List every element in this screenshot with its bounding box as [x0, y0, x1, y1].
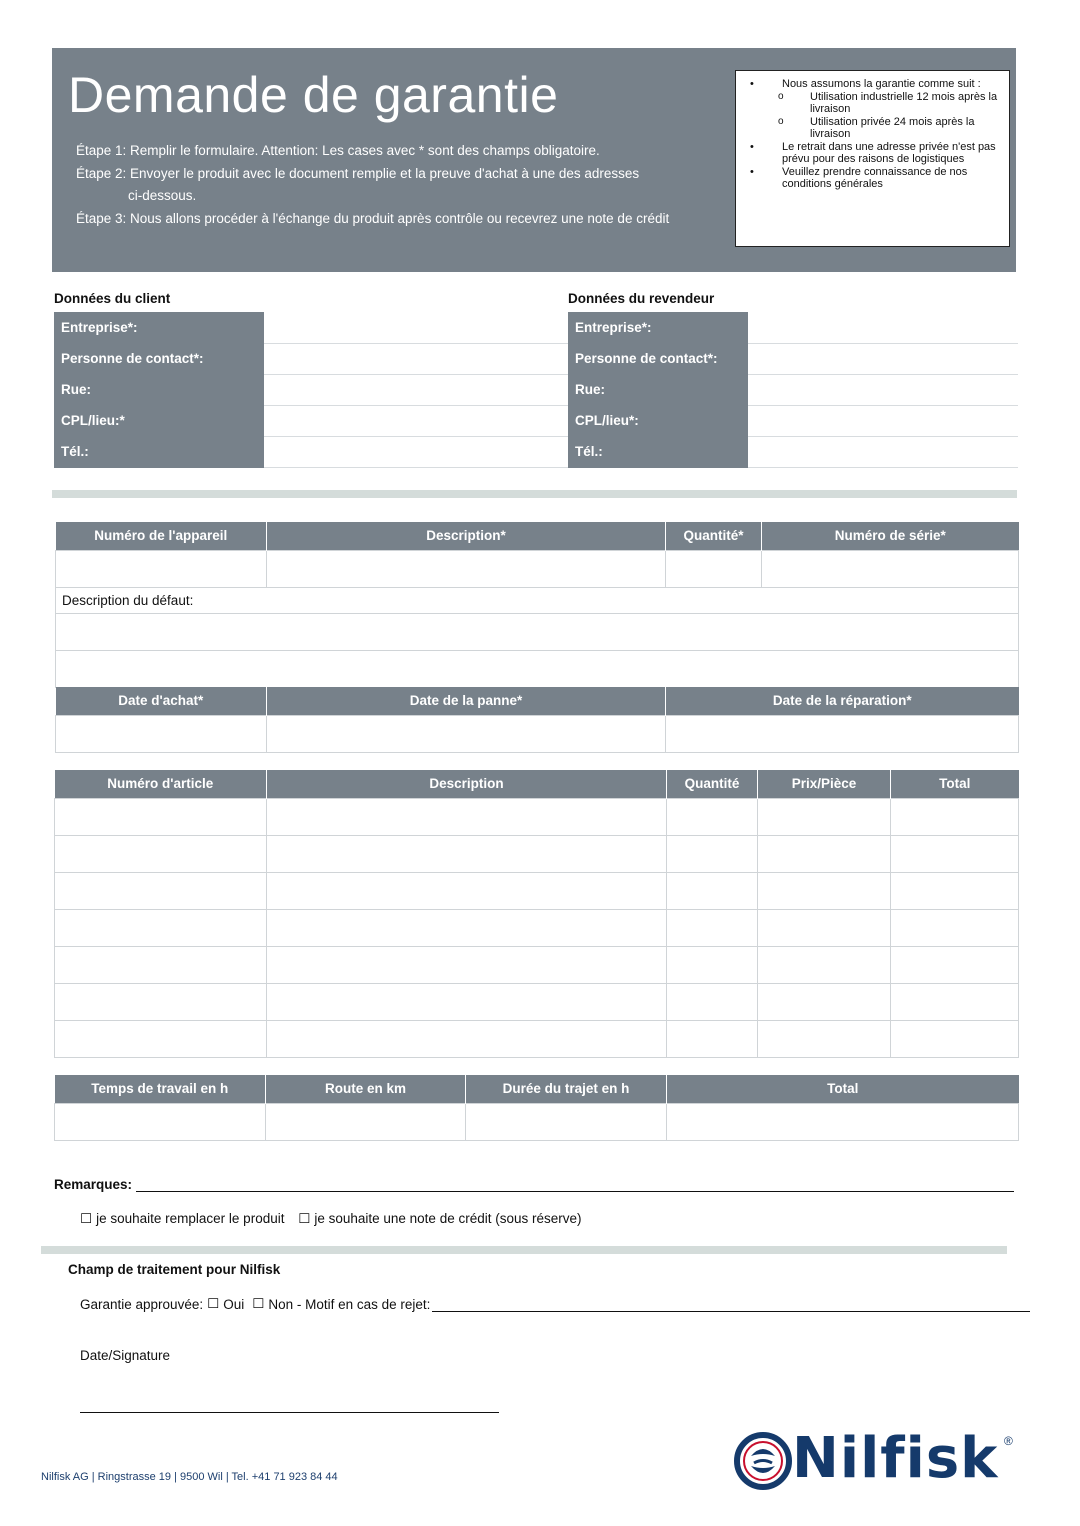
- device-quantity-input[interactable]: [666, 550, 762, 587]
- note-sub-bullet: o Utilisation privée 24 mois après la livraison: [778, 115, 975, 140]
- device-description-header: Description*: [267, 522, 666, 550]
- step-1: Étape 1: Remplir le formulaire. Attention: Les cases avec * sont des champs obligatoire.: [76, 143, 600, 158]
- route-km-header: Route en km: [266, 1075, 466, 1103]
- route-km-input[interactable]: [266, 1103, 466, 1140]
- article-description-header: Description: [267, 770, 667, 798]
- defect-description-input[interactable]: [56, 650, 1019, 687]
- article-unit-price-header: Prix/Pièce: [758, 770, 891, 798]
- no-checkbox[interactable]: ☐: [252, 1296, 265, 1311]
- travel-time-header: Durée du trajet en h: [466, 1075, 667, 1103]
- replace-checkbox[interactable]: ☐: [80, 1211, 93, 1226]
- article-number-input[interactable]: [55, 798, 267, 835]
- purchase-date-input[interactable]: [56, 715, 267, 752]
- article-total-input[interactable]: [891, 946, 1019, 983]
- note-sub-bullet: o Utilisation industrielle 12 mois après la livraison: [778, 90, 998, 115]
- article-quantity-input[interactable]: [667, 983, 758, 1020]
- nilfisk-emblem-icon: [734, 1432, 792, 1490]
- registered-mark: ®: [1004, 1434, 1013, 1448]
- section-separator: [41, 1246, 1007, 1254]
- defect-description-input[interactable]: [56, 613, 1019, 650]
- labour-total-header: Total: [667, 1075, 1019, 1103]
- table-row: [55, 983, 1019, 1020]
- article-number-input[interactable]: [55, 872, 267, 909]
- article-quantity-input[interactable]: [667, 946, 758, 983]
- table-row: [55, 909, 1019, 946]
- client-phone-label: Tél.:: [54, 436, 264, 467]
- article-quantity-header: Quantité: [667, 770, 758, 798]
- article-description-input[interactable]: [267, 983, 667, 1020]
- articles-table: [54, 770, 1019, 1058]
- article-quantity-input[interactable]: [667, 872, 758, 909]
- article-total-input[interactable]: [891, 872, 1019, 909]
- article-number-input[interactable]: [55, 835, 267, 872]
- client-section-title: Données du client: [54, 291, 171, 306]
- work-time-header: Temps de travail en h: [55, 1075, 266, 1103]
- article-description-input[interactable]: [267, 798, 667, 835]
- yes-label: Oui: [223, 1297, 245, 1312]
- dealer-data-table: [568, 312, 1018, 468]
- table-row: [55, 798, 1019, 835]
- work-time-input[interactable]: [55, 1103, 266, 1140]
- labour-total-input[interactable]: [667, 1103, 1019, 1140]
- article-number-input[interactable]: [55, 946, 267, 983]
- article-quantity-input[interactable]: [667, 909, 758, 946]
- credit-note-label: je souhaite une note de crédit (sous réserve): [314, 1211, 582, 1226]
- article-description-input[interactable]: [267, 946, 667, 983]
- article-total-input[interactable]: [891, 909, 1019, 946]
- note-bullet: • Veuillez prendre connaissance de nos conditions générales: [750, 165, 968, 190]
- dealer-zip-city-label: CPL/lieu*:: [568, 405, 748, 436]
- dealer-contact-label: Personne de contact*:: [568, 343, 748, 374]
- remarks-row: [54, 1177, 1014, 1192]
- failure-date-header: Date de la panne*: [267, 687, 666, 715]
- note-bullet: • Nous assumons la garantie comme suit :: [750, 78, 981, 90]
- approved-label: Garantie approuvée:: [80, 1297, 204, 1312]
- footer-address: Nilfisk AG | Ringstrasse 19 | 9500 Wil | Tel. +41 71 923 84 44: [41, 1471, 338, 1483]
- device-serial-header: Numéro de série*: [762, 522, 1019, 550]
- processing-section-title: Champ de traitement pour Nilfisk: [68, 1262, 281, 1277]
- article-number-header: Numéro d'article: [55, 770, 267, 798]
- repair-date-input[interactable]: [666, 715, 1019, 752]
- dates-table: [55, 687, 1019, 753]
- article-price-input[interactable]: [758, 835, 891, 872]
- client-zip-city-label: CPL/lieu:*: [54, 405, 264, 436]
- article-description-input[interactable]: [267, 835, 667, 872]
- remarks-label: Remarques:: [54, 1177, 133, 1192]
- repair-date-header: Date de la réparation*: [666, 687, 1019, 715]
- guarantee-note-box: [735, 70, 1010, 247]
- yes-checkbox[interactable]: ☐: [207, 1296, 220, 1311]
- article-description-input[interactable]: [267, 1020, 667, 1057]
- device-number-input[interactable]: [56, 550, 267, 587]
- dealer-phone-input[interactable]: [748, 436, 1018, 467]
- article-price-input[interactable]: [758, 946, 891, 983]
- device-serial-input[interactable]: [762, 550, 1019, 587]
- no-reason-label: Non - Motif en cas de rejet:: [268, 1297, 431, 1312]
- article-total-header: Total: [891, 770, 1019, 798]
- device-number-header: Numéro de l'appareil: [56, 522, 267, 550]
- page-title: Demande de garantie: [68, 67, 559, 123]
- section-separator: [52, 490, 1017, 498]
- article-description-input[interactable]: [267, 872, 667, 909]
- step-2-continued: ci-dessous.: [128, 188, 197, 203]
- article-price-input[interactable]: [758, 983, 891, 1020]
- client-contact-label: Personne de contact*:: [54, 343, 264, 374]
- device-description-input[interactable]: [267, 550, 666, 587]
- defect-description-label: Description du défaut:: [56, 587, 1019, 613]
- dealer-phone-label: Tél.:: [568, 436, 748, 467]
- date-signature-label: Date/Signature: [80, 1348, 171, 1363]
- article-price-input[interactable]: [758, 798, 891, 835]
- table-row: [55, 946, 1019, 983]
- article-number-input[interactable]: [55, 909, 267, 946]
- article-quantity-input[interactable]: [667, 835, 758, 872]
- nilfisk-wordmark: Nilfisk: [792, 1426, 999, 1491]
- dealer-street-input[interactable]: [748, 374, 1018, 405]
- client-street-label: Rue:: [54, 374, 264, 405]
- table-row: [55, 872, 1019, 909]
- nilfisk-logo: [734, 1426, 1019, 1491]
- article-total-input[interactable]: [891, 835, 1019, 872]
- signature-input-line[interactable]: [80, 1412, 499, 1413]
- dealer-street-label: Rue:: [568, 374, 748, 405]
- replace-product-label: je souhaite remplacer le produit: [96, 1211, 285, 1226]
- dealer-section-title: Données du revendeur: [568, 291, 715, 306]
- note-bullet: • Le retrait dans une adresse privée n'est pas prévu pour des raisons de logistiques: [750, 140, 996, 165]
- article-total-input[interactable]: [891, 1020, 1019, 1057]
- dealer-contact-input[interactable]: [748, 343, 1018, 374]
- article-price-input[interactable]: [758, 909, 891, 946]
- client-company-label: Entreprise*:: [54, 312, 264, 343]
- rejection-reason-input-line[interactable]: [432, 1298, 1030, 1312]
- remarks-input-line[interactable]: [136, 1178, 1014, 1192]
- device-table: [55, 522, 1019, 688]
- step-3: Étape 3: Nous allons procéder à l'échange du produit après contrôle ou recevrez une note de crédit: [76, 210, 670, 226]
- device-quantity-header: Quantité*: [666, 522, 762, 550]
- failure-date-input[interactable]: [267, 715, 666, 752]
- choice-row: [80, 1211, 592, 1227]
- dealer-company-input[interactable]: [748, 312, 1018, 343]
- article-price-input[interactable]: [758, 872, 891, 909]
- steps-list: [76, 140, 736, 230]
- table-row: [55, 1020, 1019, 1057]
- approval-row: [80, 1296, 1030, 1312]
- dealer-zip-city-input[interactable]: [748, 405, 1018, 436]
- article-quantity-input[interactable]: [667, 798, 758, 835]
- credit-checkbox[interactable]: ☐: [298, 1211, 311, 1226]
- article-number-input[interactable]: [55, 1020, 267, 1057]
- article-total-input[interactable]: [891, 798, 1019, 835]
- step-2: Étape 2: Envoyer le produit avec le document remplie et la preuve d'achat à une des adresses: [76, 165, 640, 181]
- article-total-input[interactable]: [891, 983, 1019, 1020]
- article-quantity-input[interactable]: [667, 1020, 758, 1057]
- article-price-input[interactable]: [758, 1020, 891, 1057]
- article-description-input[interactable]: [267, 909, 667, 946]
- article-number-input[interactable]: [55, 983, 267, 1020]
- dealer-company-label: Entreprise*:: [568, 312, 748, 343]
- table-row: [55, 835, 1019, 872]
- travel-time-input[interactable]: [466, 1103, 667, 1140]
- purchase-date-header: Date d'achat*: [56, 687, 267, 715]
- labour-table: [54, 1075, 1019, 1141]
